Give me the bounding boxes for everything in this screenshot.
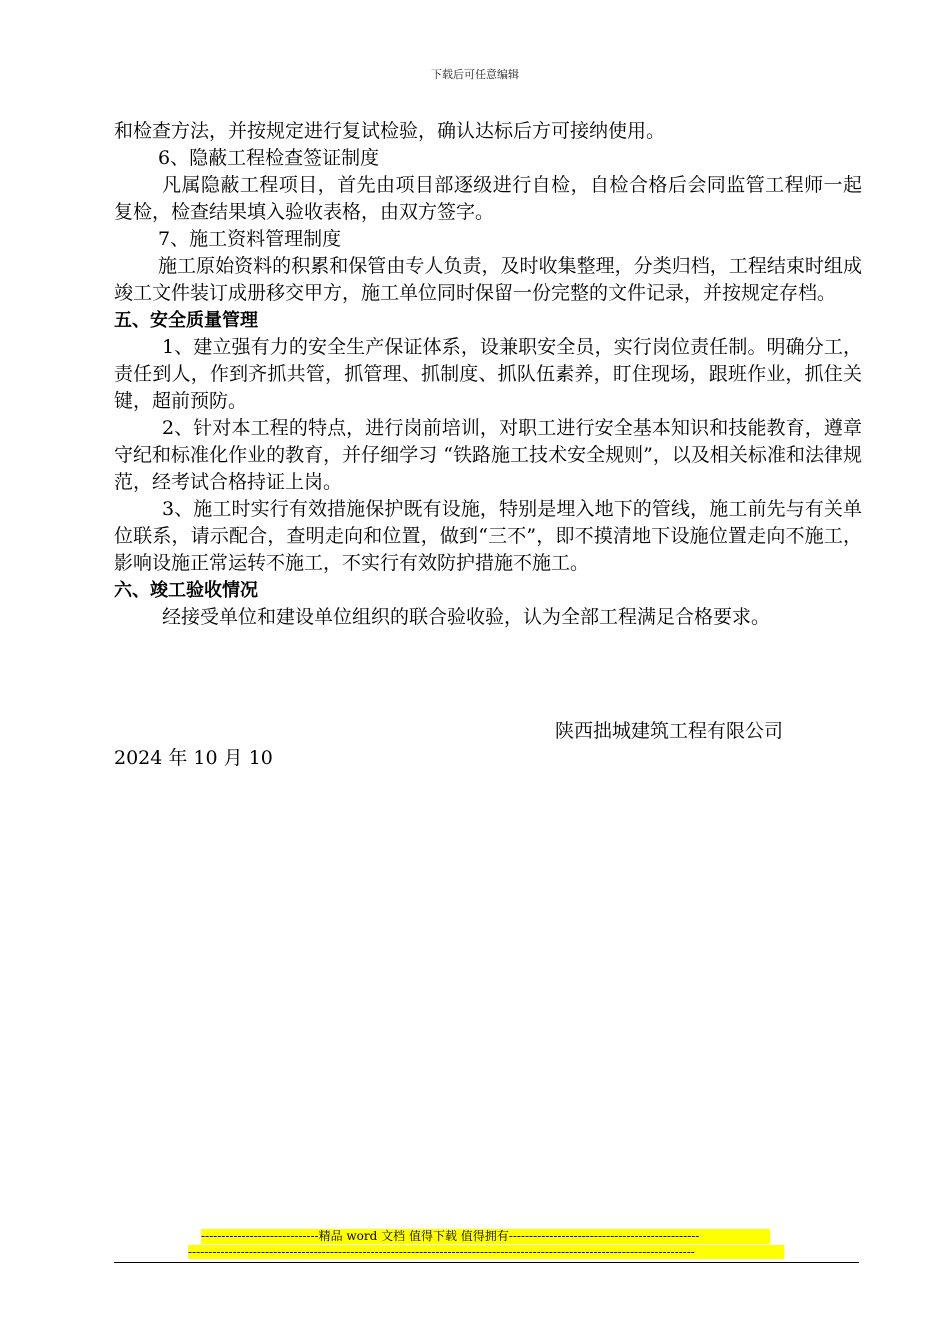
- section-heading-safety: 五、安全质量管理: [114, 310, 258, 331]
- paragraph-continuation: 和检查方法，并按规定进行复试检验，确认达标后方可接纳使用。: [114, 120, 666, 142]
- subheading-documents: 7、施工资料管理制度: [158, 228, 342, 250]
- safety-item-3: 3、施工时实行有效措施保护既有设施，特别是埋入地下的管线，施工前先与有关单位联系，请示配合，查明走向和位置，做到“三不”，即不摸清地下设施位置走向不施工，影响设施正常运转不施工，不实行有效防护措施不施工。: [114, 498, 862, 574]
- footer-divider: [114, 1262, 859, 1263]
- paragraph-documents: 施工原始资料的积累和保管由专人负责，及时收集整理，分类归档，工程结束时组成竣工文件装订成册移交甲方，施工单位同时保留一份完整的文件记录，并按规定存档。: [114, 255, 862, 304]
- acceptance-text: 经接受单位和建设单位组织的联合验收验，认为全部工程满足合格要求。: [162, 606, 771, 628]
- subheading-hidden-works: 6、隐蔽工程检查签证制度: [158, 147, 380, 169]
- section-heading-acceptance: 六、竣工验收情况: [114, 580, 258, 601]
- company-signature: 陕西拙城建筑工程有限公司: [555, 720, 784, 742]
- footer-banner: -----------------------------精品 word 文档 值得下载 值得拥有-----------------------------------------------: [201, 1229, 770, 1244]
- footer-dashes: -----------------------------------------------------------------------------------------------------------------------------: [188, 1245, 784, 1259]
- paragraph-hidden-works: 凡属隐蔽工程项目，首先由项目部逐级进行自检，自检合格后会同监管工程师一起复检，检查结果填入验收表格，由双方签字。: [114, 174, 862, 223]
- header-note: 下载后可任意编辑: [431, 68, 519, 81]
- safety-item-2: 2、针对本工程的特点，进行岗前培训，对职工进行安全基本知识和技能教育，遵章守纪和标准化作业的教育，并仔细学习 “铁路施工技术安全规则”，以及相关标准和法律规范，经考试合格持证上岗。: [114, 417, 862, 493]
- document-body: [114, 118, 862, 631]
- signature-date: 2024 年 10 月 10: [114, 747, 273, 769]
- safety-item-1: 1、建立强有力的安全生产保证体系，设兼职安全员，实行岗位责任制。明确分工，责任到人，作到齐抓共管，抓管理、抓制度、抓队伍素养，盯住现场，跟班作业，抓住关键，超前预防。: [114, 336, 862, 412]
